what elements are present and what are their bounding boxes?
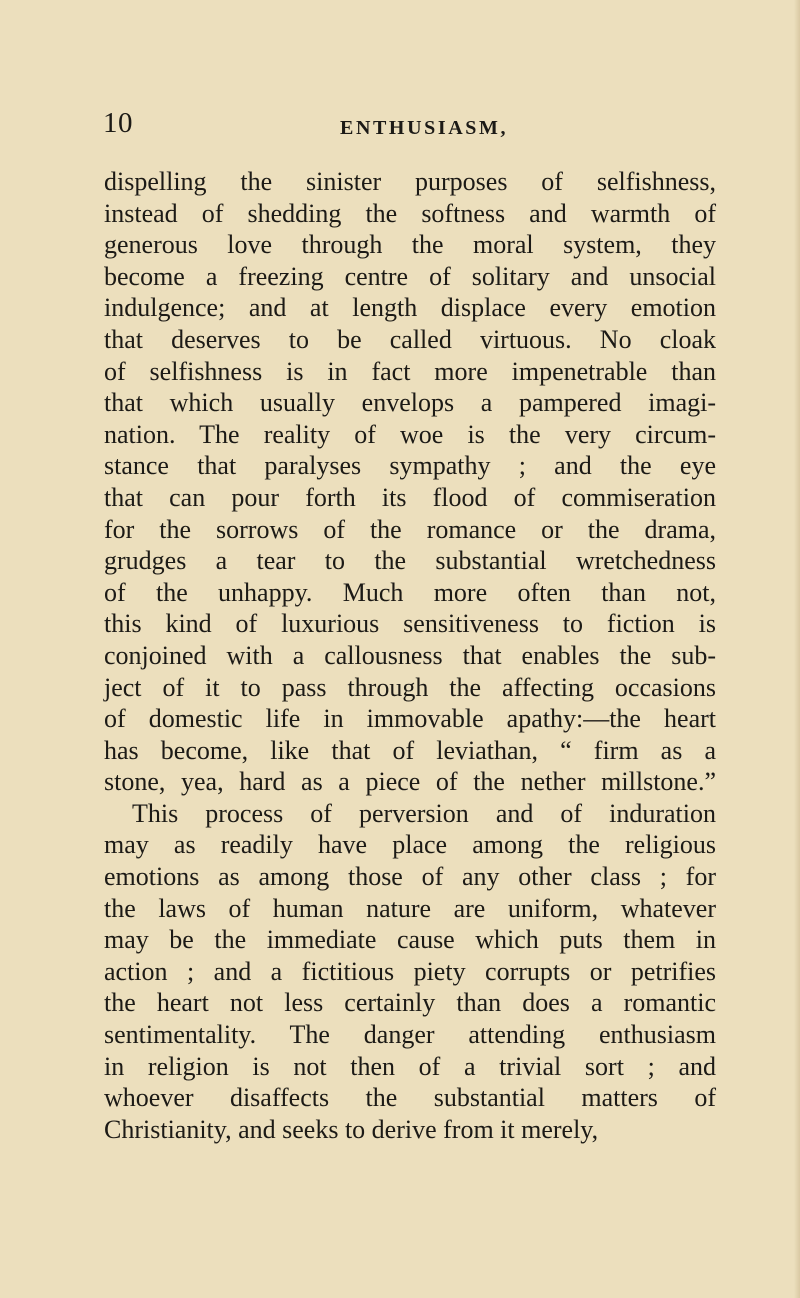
text-line: instead of shedding the softness and warmth of bbox=[104, 198, 716, 228]
text-line: has become, like that of leviathan, “ firm as a bbox=[104, 735, 716, 765]
text-line: Christianity, and seeks to derive from it merely, bbox=[104, 1114, 599, 1144]
text-line: that can pour forth its flood of commiseration bbox=[104, 482, 716, 512]
text-line: conjoined with a callousness that enables the sub- bbox=[104, 640, 716, 670]
text-line: this kind of luxurious sensitiveness to fiction is bbox=[104, 609, 716, 639]
text-line: stone, yea, hard as a piece of the nether millstone.” bbox=[104, 767, 716, 797]
text-line: action ; and a fictitious piety corrupts or petrifies bbox=[104, 956, 716, 986]
text-line: for the sorrows of the romance or the drama, bbox=[104, 514, 716, 544]
text-line: of the unhappy. Much more often than not, bbox=[104, 577, 716, 607]
text-line: in religion is not then of a trivial sort ; and bbox=[104, 1051, 716, 1081]
text-line: whoever disaffects the substantial matters of bbox=[104, 1083, 716, 1113]
text-line: stance that paralyses sympathy ; and the eye bbox=[104, 451, 716, 481]
text-line: that which usually envelops a pampered imagi- bbox=[104, 388, 716, 418]
text-line: indulgence; and at length displace every emotion bbox=[104, 293, 716, 323]
text-line: sentimentality. The danger attending enthusiasm bbox=[104, 1020, 716, 1050]
text-line: may as readily have place among the religious bbox=[104, 830, 716, 860]
text-line: may be the immediate cause which puts them in bbox=[104, 925, 716, 955]
text-line: of domestic life in immovable apathy:—the heart bbox=[104, 704, 716, 734]
page-edge-shadow bbox=[794, 0, 800, 1298]
running-head: ENTHUSIASM, bbox=[340, 117, 509, 139]
text-line: of selfishness is in fact more impenetrable than bbox=[104, 356, 716, 386]
text-line: generous love through the moral system, they bbox=[104, 230, 716, 260]
text-line: the heart not less certainly than does a romantic bbox=[104, 988, 716, 1018]
text-line: that deserves to be called virtuous. No cloak bbox=[104, 324, 716, 354]
text-line: emotions as among those of any other class ; for bbox=[104, 862, 716, 892]
text-line: nation. The reality of woe is the very circum- bbox=[104, 419, 716, 449]
text-line: This process of perversion and of induration bbox=[132, 798, 716, 828]
text-line: ject of it to pass through the affecting occasions bbox=[104, 672, 716, 702]
text-line: become a freezing centre of solitary and unsocial bbox=[104, 261, 716, 291]
body-text bbox=[104, 166, 716, 1145]
text-line: grudges a tear to the substantial wretchedness bbox=[104, 546, 716, 576]
page-number: 10 bbox=[103, 107, 133, 139]
text-line: the laws of human nature are uniform, whatever bbox=[104, 893, 716, 923]
text-line: dispelling the sinister purposes of selfishness, bbox=[104, 167, 716, 196]
